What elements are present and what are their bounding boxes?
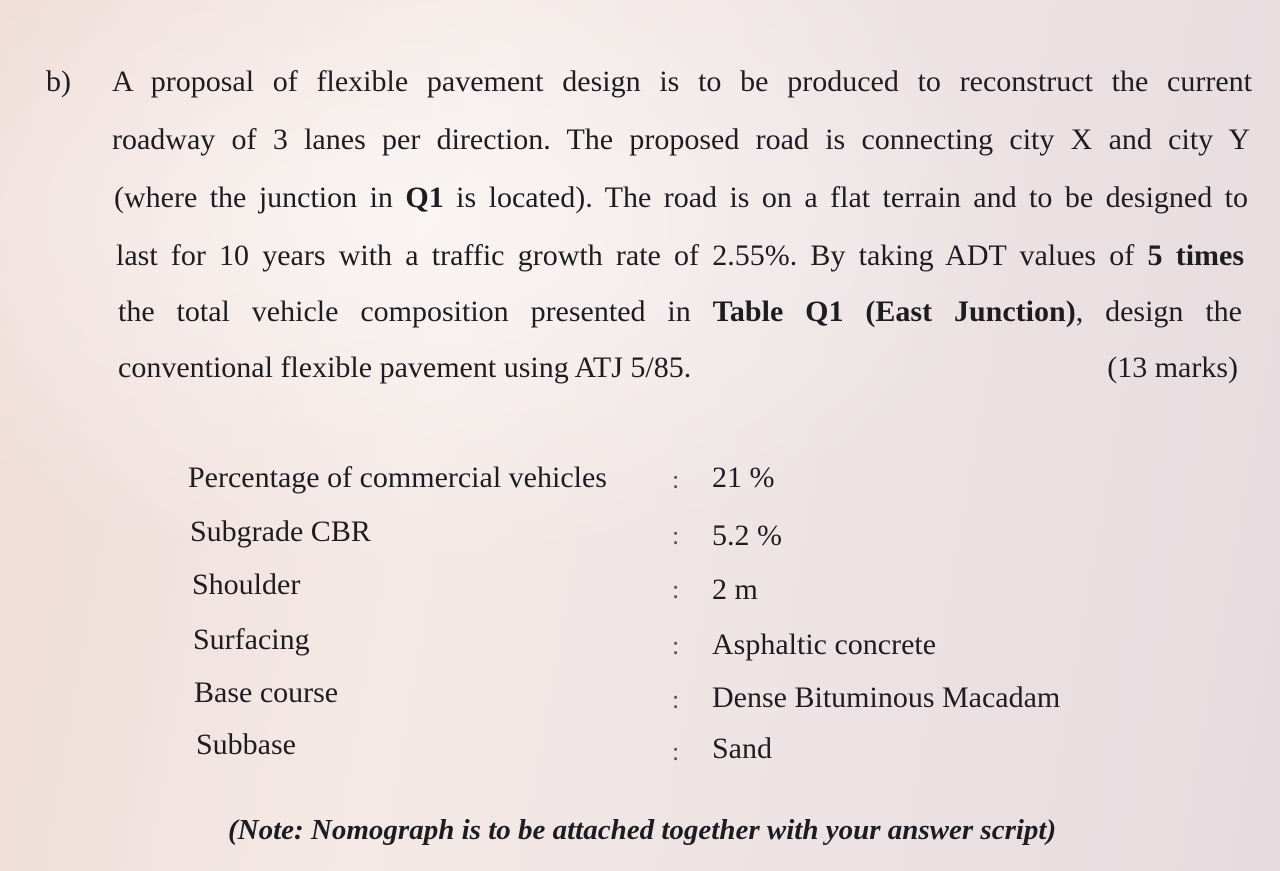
parameter-value: Asphaltic concrete <box>712 628 937 661</box>
question-line-2: roadway of 3 lanes per direction. The proposed road is connecting city X and city Y <box>112 123 1250 156</box>
parameter-colon: : <box>672 685 680 714</box>
parameter-value: 2 m <box>712 573 758 606</box>
parameter-colon: : <box>672 465 680 494</box>
parameter-label: Subbase <box>196 728 296 761</box>
note-text: (Note: Nomograph is to be attached together with your answer script) <box>228 814 1057 846</box>
question-line-6: conventional flexible pavement using ATJ 5/85. <box>118 351 692 384</box>
line3-text-pre: (where the junction in <box>114 181 406 214</box>
parameter-row <box>192 567 300 603</box>
line3-bold-q1: Q1 <box>405 181 444 214</box>
parameter-colon: : <box>672 631 680 660</box>
parameter-row <box>194 675 338 711</box>
parameter-row <box>188 460 607 496</box>
parameter-row <box>196 727 296 763</box>
parameter-row <box>190 514 371 550</box>
question-label: b) <box>46 65 71 98</box>
parameter-colon: : <box>672 575 680 604</box>
line5-text-pre: the total vehicle composition presented in <box>118 295 713 328</box>
parameter-value: 5.2 % <box>712 519 782 552</box>
line5-text-post: , design the <box>1075 295 1242 328</box>
line3-text-post: is located). The road is on a flat terrain and to be designed to <box>443 181 1248 214</box>
line5-bold-table: Table Q1 (East Junction) <box>712 295 1076 328</box>
line4-text: last for 10 years with a traffic growth rate of 2.55%. By taking ADT values of <box>116 239 1135 272</box>
question-line-4 <box>116 238 1244 274</box>
question-line-3 <box>114 180 1248 216</box>
parameter-label: Percentage of commercial vehicles <box>188 461 607 494</box>
parameter-row <box>193 622 310 658</box>
marks-label: (13 marks) <box>1107 351 1238 384</box>
parameter-value: Sand <box>712 732 772 765</box>
parameter-label: Surfacing <box>193 623 310 656</box>
parameter-colon: : <box>672 737 680 766</box>
parameter-label: Subgrade CBR <box>190 515 371 548</box>
parameter-value: 21 % <box>712 461 775 494</box>
parameter-label: Base course <box>194 676 339 709</box>
question-line-1: A proposal of flexible pavement design is to be produced to reconstruct the current <box>112 65 1252 98</box>
question-line-5 <box>118 294 1242 330</box>
line4-bold-times: 5 times <box>1147 239 1245 272</box>
parameter-colon: : <box>672 521 680 550</box>
parameter-label: Shoulder <box>192 568 301 601</box>
parameter-value: Dense Bituminous Macadam <box>712 681 1061 714</box>
